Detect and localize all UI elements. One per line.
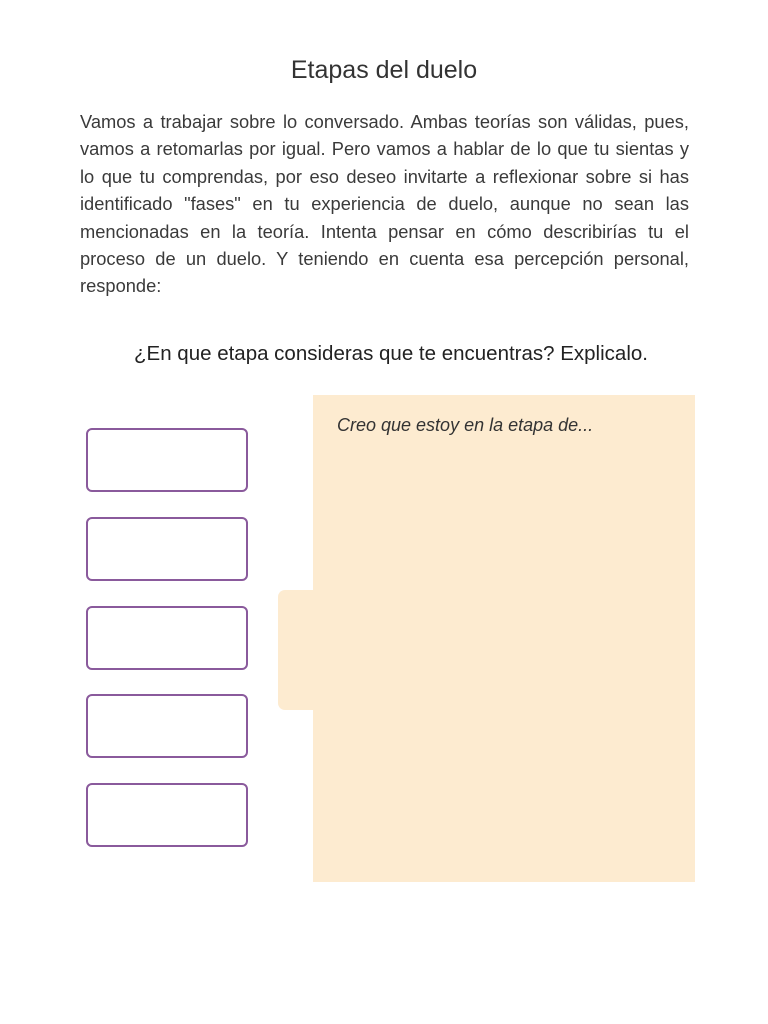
answer-panel[interactable] (313, 395, 695, 882)
intro-paragraph: Vamos a trabajar sobre lo conversado. Ambas teorías son válidas, pues, vamos a retomarlas por igual. Pero vamos a hablar de lo que tu sientas y lo que tu comprendas, por eso deseo invitarte a reflexionar sobre si has identificado "fases" en tu experiencia de duelo, aunque no sean las mencionadas en la teoría. Intenta pensar en cómo describirías tu el proceso de un duelo. Y teniendo en cuenta esa percepción personal, responde: (80, 111, 689, 297)
stage-box-3[interactable] (86, 606, 248, 670)
answer-panel-tab (278, 590, 318, 710)
answer-prompt: Creo que estoy en la etapa de... (337, 415, 594, 435)
stage-box-5[interactable] (86, 783, 248, 847)
stage-box-4[interactable] (86, 694, 248, 758)
page-title: Etapas del duelo (290, 56, 478, 84)
question-heading: ¿En que etapa consideras que te encuentras? Explicalo. (134, 342, 648, 365)
stage-box-2[interactable] (86, 517, 248, 581)
stage-box-1[interactable] (86, 428, 248, 492)
